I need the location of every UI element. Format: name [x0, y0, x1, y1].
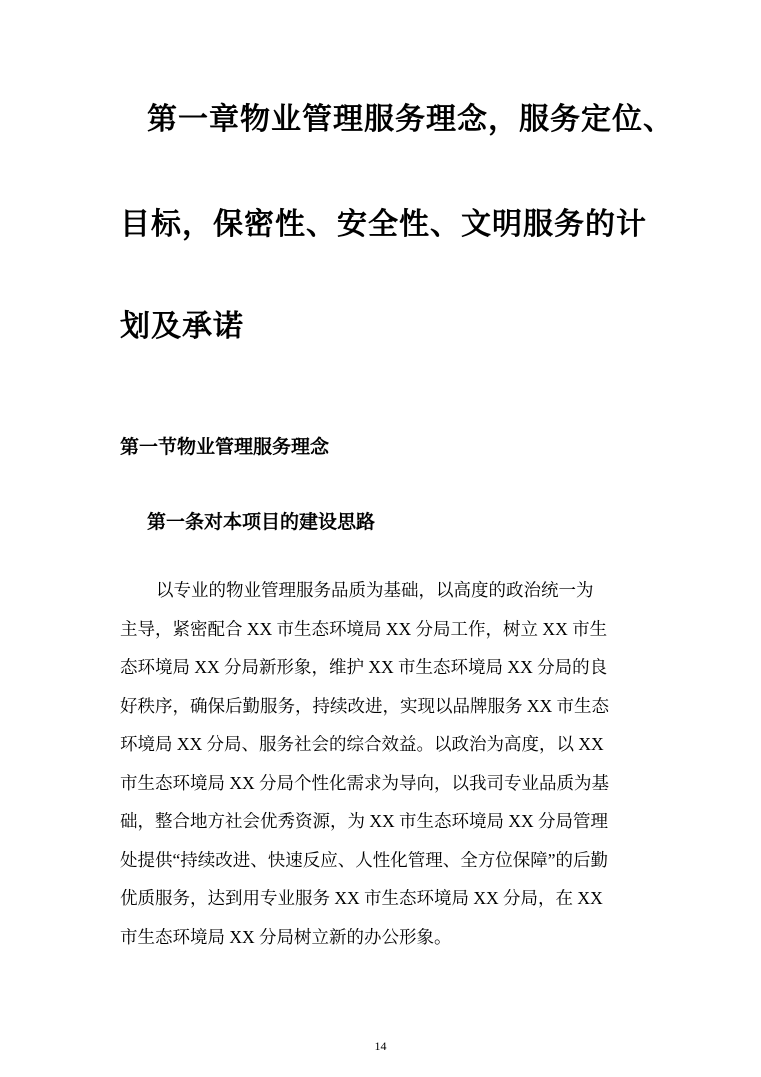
chapter-title-line-1: 第一章物业管理服务理念，服务定位、: [147, 102, 674, 137]
paragraph-line: 优质服务，达到用专业服务 XX 市生态环境局 XX 分局，在 XX: [120, 888, 603, 908]
paragraph-line: 环境局 XX 分局、服务社会的综合效益。以政治为高度，以 XX: [120, 734, 604, 754]
paragraph-line: 以专业的物业管理服务品质为基础，以高度的政治统一为: [156, 580, 594, 600]
chapter-title-line-2: 目标，保密性、安全性、文明服务的计: [120, 207, 647, 242]
paragraph-line: 主导，紧密配合 XX 市生态环境局 XX 分局工作，树立 XX 市生: [120, 618, 608, 639]
page-number: 14: [374, 1039, 387, 1053]
body-paragraph: [120, 571, 650, 956]
article-heading: 第一条对本项目的建设思路: [147, 511, 376, 533]
section-heading: 第一节物业管理服务理念: [120, 436, 330, 458]
paragraph-line: 础，整合地方社会优秀资源，为 XX 市生态环境局 XX 分局管理: [120, 811, 609, 831]
paragraph-line: 好秩序，确保后勤服务，持续改进，实现以品牌服务 XX 市生态: [120, 695, 610, 716]
paragraph-line: 市生态环境局 XX 分局个性化需求为导向，以我司专业品质为基: [120, 772, 610, 793]
chapter-title-line-3: 划及承诺: [120, 309, 244, 344]
paragraph-line: 态环境局 XX 分局新形象，维护 XX 市生态环境局 XX 分局的良: [120, 657, 608, 677]
paragraph-line: 处提供“持续改进、快速反应、人性化管理、全方位保障”的后勤: [120, 849, 609, 870]
paragraph-line: 市生态环境局 XX 分局树立新的办公形象。: [120, 926, 452, 947]
